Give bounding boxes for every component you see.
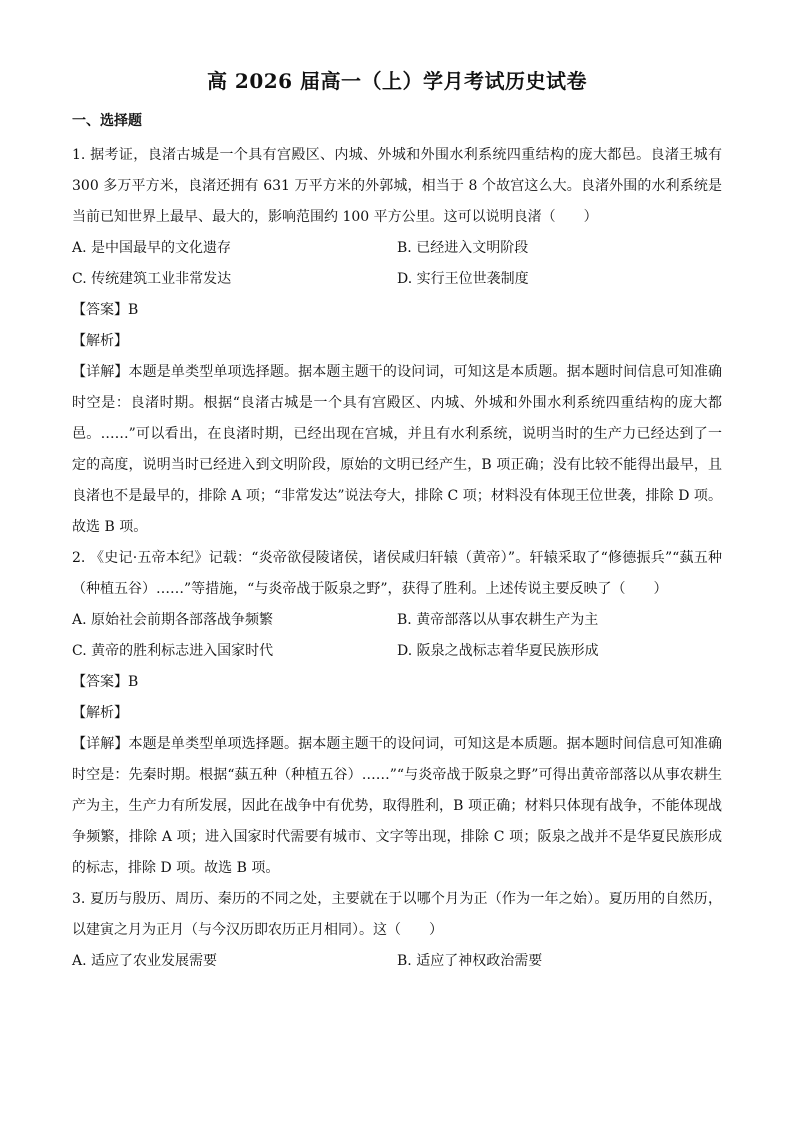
question-stem: 2. 《史记·五帝本纪》记载：“炎帝欲侵陵诸侯，诸侯咸归轩辕（黄帝）”。轩辕采取了“修德振兵”“蓺五种（种植五谷）……”等措施，“与炎帝战于阪泉之野”，获得了胜利。上述传说主要反映了（ ） [72,550,722,597]
question-3 [72,884,722,977]
section-heading: 一、选择题 [72,113,142,129]
question-1 [72,140,722,543]
answer-line: 【答案】B [72,674,139,690]
option-b: B. 适应了神权政治需要 [397,953,543,969]
detail-explanation: 【详解】本题是单类型单项选择题。据本题主题干的设问词，可知这是本质题。据本题时间信息可知准确时空是：良渚时期。根据“良渚古城是一个具有宫殿区、内城、外城和外围水利系统四重结构的庞大都邑。……”可以看出，在良渚时期，已经出现在宫城，并且有水利系统，说明当时的生产力已经达到了一定的高度，说明当时已经进入到文明阶段，原始的文明已经产生，B 项正确；没有比较不能得出最早，且良渚也不是最早的，排除 A 项；“非常发达”说法夸大，排除 C 项；材料没有体现王位世袭，排除 D 项。故选 B 项。 [72,364,722,535]
detail-explanation: 【详解】本题是单类型单项选择题。据本题主题干的设问词，可知这是本质题。据本题时间信息可知准确时空是：先秦时期。根据“蓺五种（种植五谷）……”“与炎帝战于阪泉之野”可得出黄帝部落以从事农耕生产为主，生产力有所发展，因此在战争中有优势，取得胜利，B 项正确；材料只体现有战争，不能体现战争频繁，排除 A 项；进入国家时代需要有城市、文字等出现，排除 C 项；阪泉之战并不是华夏民族形成的标志，排除 D 项。故选 B 项。 [72,736,722,876]
option-b: B. 黄帝部落以从事农耕生产为主 [397,612,599,628]
question-stem: 3. 夏历与殷历、周历、秦历的不同之处，主要就在于以哪个月为正（作为一年之始）。夏历用的自然历，以建寅之月为正月（与今汉历即农历正月相同）。这（ ） [72,891,722,938]
option-b: B. 已经进入文明阶段 [397,240,529,256]
option-a: A. 适应了农业发展需要 [72,953,218,969]
option-a: A. 是中国最早的文化遗存 [72,240,232,256]
option-a: A. 原始社会前期各部落战争频繁 [72,612,274,628]
document-content [72,66,722,977]
question-options [72,605,722,667]
page-title: 高 2026 届高一（上）学月考试历史试卷 [206,69,588,93]
answer-line: 【答案】B [72,302,139,318]
question-2 [72,543,722,884]
question-options [72,946,722,977]
option-d: D. 阪泉之战标志着华夏民族形成 [397,643,599,659]
analysis-heading: 【解析】 [72,333,128,349]
question-options [72,233,722,295]
analysis-heading: 【解析】 [72,705,128,721]
option-d: D. 实行王位世袭制度 [397,271,529,287]
question-stem: 1. 据考证，良渚古城是一个具有宫殿区、内城、外城和外围水利系统四重结构的庞大都邑。良渚王城有 300 多万平方米，良渚还拥有 631 万平方米的外郭城，相当于 8 个故宫这么大。良渚外围的水利系统是当前已知世界上最早、最大的，影响范围约 100 平方公里。这可以说明良渚（ ） [72,147,722,225]
option-c: C. 黄帝的胜利标志进入国家时代 [72,643,274,659]
option-c: C. 传统建筑工业非常发达 [72,271,232,287]
